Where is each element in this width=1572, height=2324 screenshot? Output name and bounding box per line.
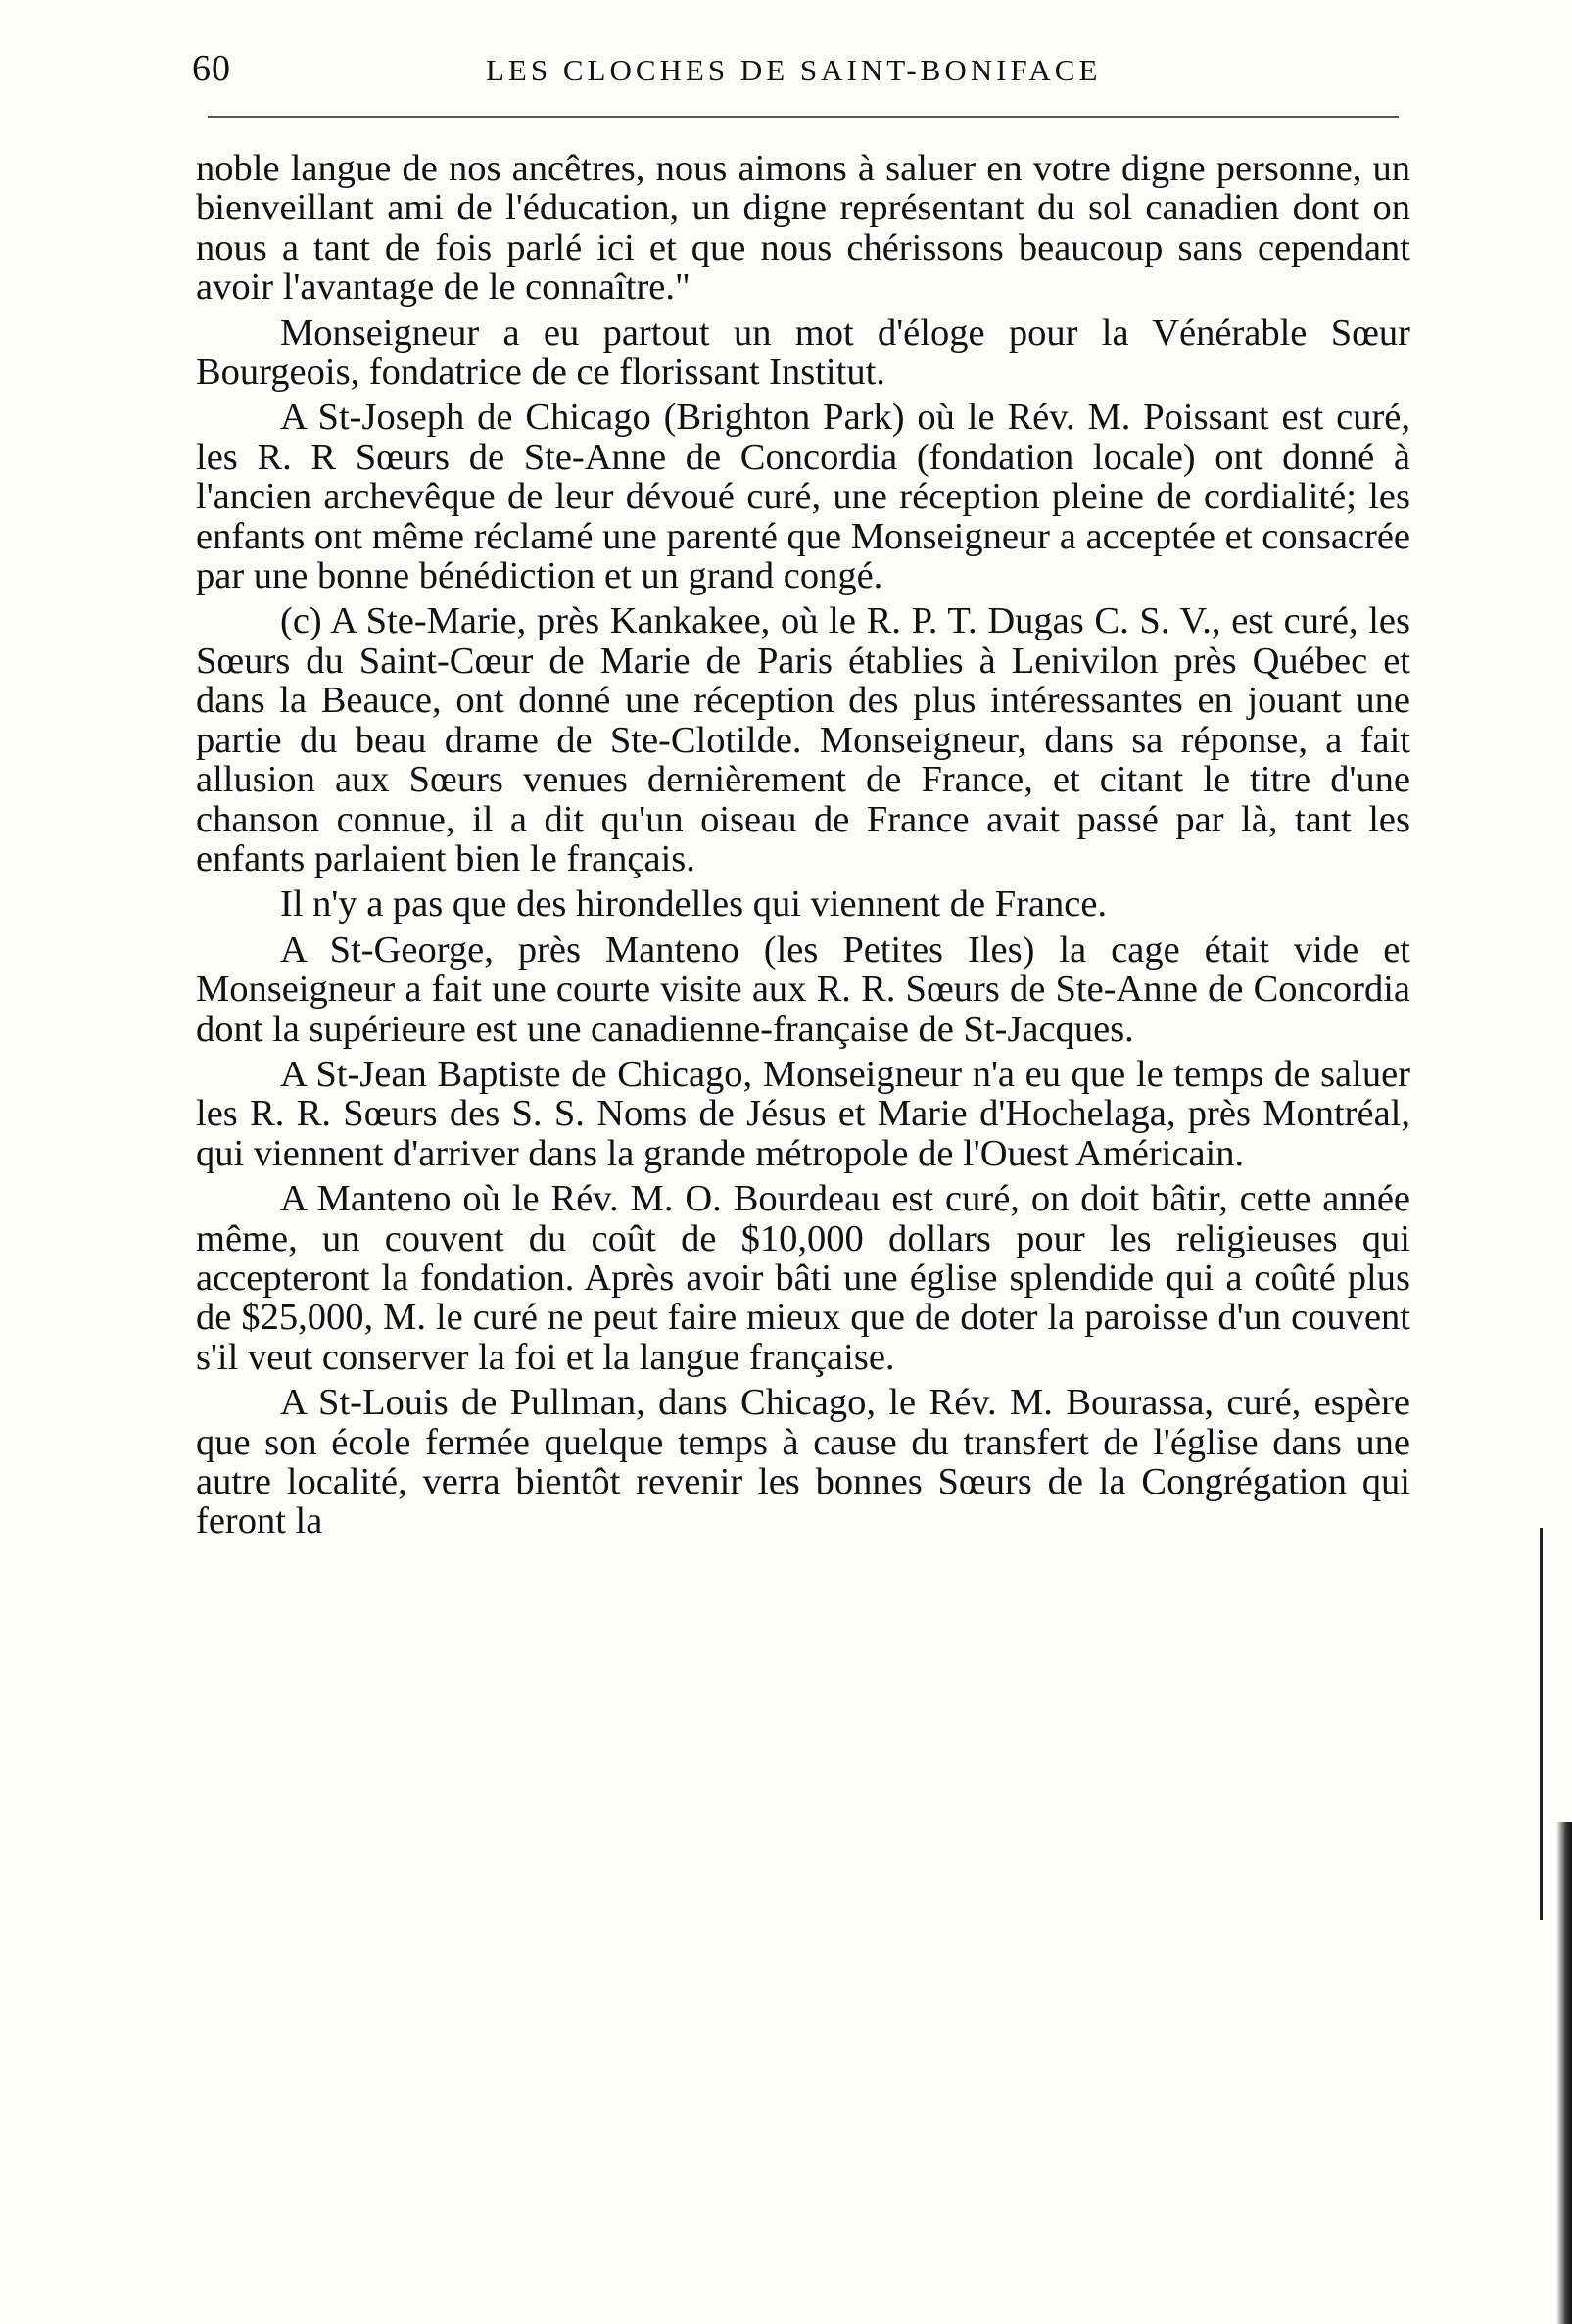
paragraph: A St-Joseph de Chicago (Brighton Park) où le Rév. M. Poissant est curé, les R. R Sœurs de Ste-Anne de Concordia (fondation locale) ont donné à l'ancien archevêque de leur dévoué curé, une réception pleine de cordialité; les enfants ont même réclamé une parenté que Monseigneur a acceptée et consacrée par une bonne bénédiction et un grand congé. — [196, 397, 1410, 597]
page-edge-line — [1540, 1528, 1543, 1920]
paragraph: Monseigneur a eu partout un mot d'éloge pour la Vénérable Sœur Bourgeois, fondatrice de ce florissant Institut. — [196, 311, 1410, 394]
header-rule — [208, 116, 1399, 118]
page-number: 60 — [192, 48, 231, 89]
running-title: LES CLOCHES DE SAINT-BONIFACE — [486, 53, 1102, 87]
running-head — [192, 47, 1426, 106]
paragraph: Il n'y a pas que des hirondelles qui viennent de France. — [280, 883, 1108, 925]
paragraph: (c) A Ste-Marie, près Kankakee, où le R. P. T. Dugas C. S. V., est curé, les Sœurs du Saint-Cœur de Marie de Paris établies à Lenivilon près Québec et dans la Beauce, ont donné une réception des plus intéressantes en jouant une partie du beau drame de Ste-Clotilde. Monseigneur, dans sa réponse, a fait allusion aux Sœurs venues dernièrement de France, et citant le titre d'une chanson connue, il a dit qu'un oiseau de France avait passé par là, tant les enfants parlaient bien le français. — [196, 600, 1410, 879]
paragraph: A St-Louis de Pullman, dans Chicago, le Rév. M. Bourassa, curé, espère que son école fermée quelque temps à cause du transfert de l'église dans une autre localité, verra bientôt revenir les bonnes Sœurs de la Congrégation qui feront la — [196, 1382, 1410, 1542]
paragraph: A St-Jean Baptiste de Chicago, Monseigneur n'a eu que le temps de saluer les R. R. Sœurs des S. S. Noms de Jésus et Marie d'Hochelaga, près Montréal, qui viennent d'arriver dans la grande métropole de l'Ouest Américain. — [196, 1053, 1410, 1174]
paragraph: A St-George, près Manteno (les Petites Iles) la cage était vide et Monseigneur a fait une courte visite aux R. R. Sœurs de Ste-Anne de Concordia dont la supérieure est une canadienne-française de St-Jacques. — [196, 928, 1410, 1050]
body-text — [196, 149, 1410, 1547]
paragraph: noble langue de nos ancêtres, nous aimons à saluer en votre digne personne, un bienveillant ami de l'éducation, un digne représentant du sol canadien dont on nous a tant de fois parlé ici et que nous chérissons beaucoup sans cependant avoir l'avantage de le connaître." — [196, 148, 1410, 308]
paragraph: A Manteno où le Rév. M. O. Bourdeau est curé, on doit bâtir, cette année même, un couvent du coût de $10,000 dollars pour les religieuses qui accepteront la fondation. Après avoir bâti une église splendide qui a coûté plus de $25,000, M. le curé ne peut faire mieux que de doter la paroisse d'un couvent s'il veut conserver la foi et la langue française. — [196, 1178, 1410, 1378]
page-edge-shadow — [1556, 1822, 1572, 2324]
